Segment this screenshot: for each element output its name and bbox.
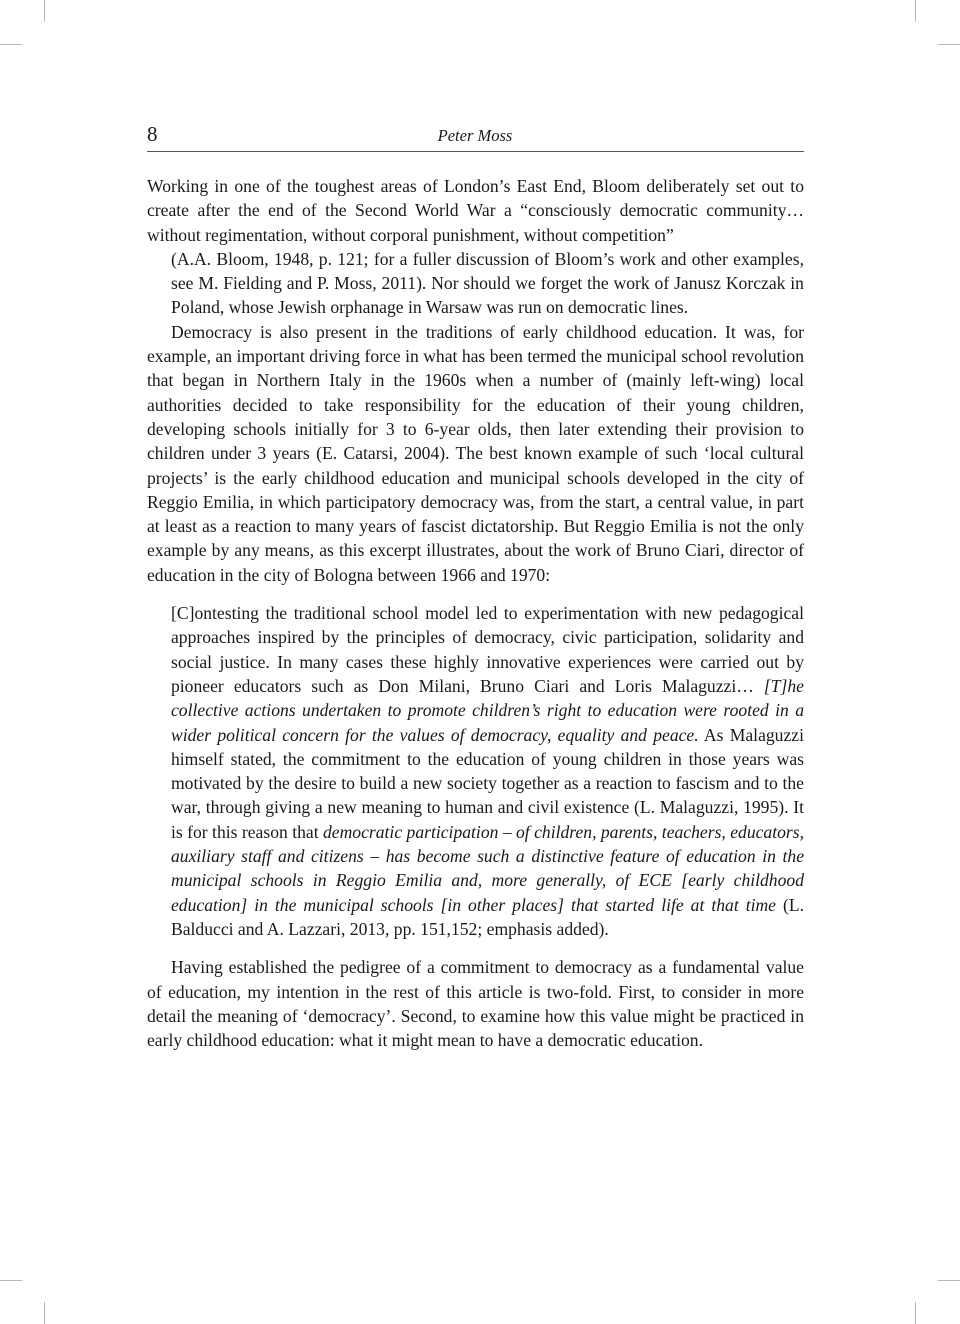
paragraph-bloom: Working in one of the toughest areas of London’s East End, Bloom deliberately set out to create after the end of the Second World War a “consciously democratic community… without regimentation, without corporal punishment, without competition” [147, 176, 804, 245]
quote-part-4-italic: democratic participation – of children, parents, teachers, educators, auxiliary staff and citizens – has become such a distinctive feature of education in the municipal schools in Reggio Emilia and, more generally, of ECE [early childhood education] in the municipal schools [in other places] that started life at that time [171, 821, 804, 915]
quote-part-5: (L. Balducci and A. Lazzari, 2013, pp. 151,152; emphasis added). [171, 894, 804, 939]
crop-mark-bottom-right-v [915, 1302, 916, 1324]
page-number: 8 [147, 122, 158, 146]
crop-mark-bottom-left-h [0, 1280, 22, 1281]
paragraph-bloom-citation [147, 247, 804, 320]
korczak-sentence: Nor should we forget the work of Janusz Korczak in Poland, whose Jewish orphanage in Warsaw was run on democratic lines. [171, 273, 804, 318]
quote-part-1: [C]ontesting the traditional school model led to experimentation with new pedagogical approaches inspired by the principles of democracy, civic participation, solidarity and social justice. In many cases these highly innovative experiences were carried out by pioneer educators such as Don Milani, Bruno Ciari and Loris Malaguzzi… [171, 603, 804, 696]
crop-mark-bottom-right-h [938, 1280, 960, 1281]
running-head-author: Peter Moss [437, 126, 513, 145]
crop-mark-bottom-left-v [44, 1302, 45, 1324]
paragraph-article-aims: Having established the pedigree of a commitment to democracy as a fundamental value of education, my intention in the rest of this article is two-fold. First, to consider in more detail the meaning of ‘democracy’. Second, to examine how this value might be practiced in early childhood education: what it might mean to have a democratic education. [147, 957, 804, 1051]
bloom-citation: (A.A. Bloom, 1948, p. 121; for a fuller discussion of Bloom’s work and other examples, see M. Fielding and P. Moss, 2011). [171, 248, 804, 294]
crop-mark-top-right-h [938, 44, 960, 45]
quote-part-2-italic: [T]he collective actions undertaken to promote children’s right to education were rooted in a wider political concern for the values of democracy, equality and peace. [171, 675, 804, 745]
header-rule [147, 151, 804, 152]
crop-mark-top-right-v [915, 0, 916, 22]
crop-mark-top-left-h [0, 44, 22, 45]
article-body [147, 174, 804, 1052]
crop-mark-top-left-v [44, 0, 45, 22]
paragraph-democracy-ece: Democracy is also present in the traditions of early childhood education. It was, for example, an important driving force in what has been termed the municipal school revolution that began in Northern Italy in the 1960s when a number of (mainly left-wing) local authorities decided to take responsibility for the education of their young children, developing schools initially for 3 to 6-year olds, then later extending their provision to children under 3 years (E. Catarsi, 2004). The best known example of such ‘local cultural projects’ is the early childhood education and municipal schools developed in the city of Reggio Emilia, in which participatory democracy was, from the start, a central value, in part at least as a reaction to many years of fascist dictatorship. But Reggio Emilia is not the only example by any means, as this excerpt illustrates, about the work of Bruno Ciari, director of education in the city of Bologna between 1966 and 1970: [147, 321, 804, 585]
quote-part-3: As Malaguzzi himself stated, the commitment to the education of young children in those years was motivated by the desire to build a new society together as a reaction to fascism and to the war, through giving a new meaning to human and civil existence (L. Malaguzzi, 1995). It is for this reason that [171, 724, 804, 842]
block-quote-bologna [171, 601, 804, 941]
